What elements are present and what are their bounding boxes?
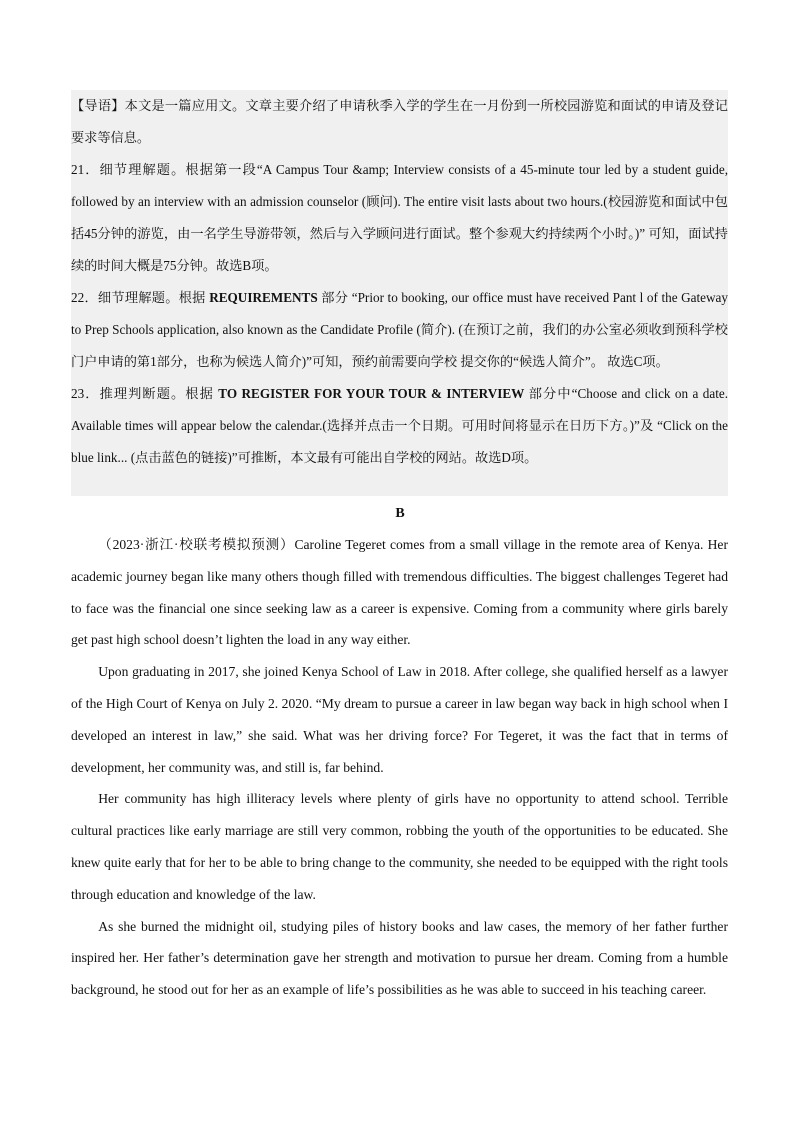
analysis-q21: 21．细节理解题。根据第一段“A Campus Tour &amp; Interview consists of a 45-minute tour led by a student guide, followed by an interview with an admission counselor (顾问). The entire visit lasts about two hours.(校园游览和面试中包括45分钟的游览，由一名学生导游带领，然后与入学顾问进行面试。整个参观大约持续两个小时。)” 可知，面试持续的时间大概是75分钟。故选B项。 <box>71 162 728 273</box>
answer-analysis-box <box>71 90 728 496</box>
q22-prefix: 22．细节理解题。根据 <box>71 290 210 305</box>
passage-paragraph-2: Upon graduating in 2017, she joined Kenya School of Law in 2018. After college, she qualified herself as a lawyer of the High Court of Kenya on July 2. 2020. “My dream to pursue a career in law began way back in high school when I developed an interest in law,” she said. What was her driving force? For Tegeret, it was the fact that in terms of development, her community was, and still is, far behind. <box>71 664 728 775</box>
analysis-intro: 【导语】本文是一篇应用文。文章主要介绍了申请秋季入学的学生在一月份到一所校园游览和面试的申请及登记要求等信息。 <box>71 98 728 145</box>
passage-paragraph-3: Her community has high illiteracy levels where plenty of girls have no opportunity to attend school. Terrible cultural practices like early marriage are still very common, robbing the youth of the opportunities to be educated. She knew quite early that for her to be able to bring change to the community, she needed to be equipped with the right tools through education and knowledge of the law. <box>71 791 728 902</box>
passage-b <box>71 529 728 1006</box>
section-heading: B <box>395 506 405 521</box>
passage-paragraph-1: （2023·浙江·校联考模拟预测）Caroline Tegeret comes from a small village in the remote area of Kenya. Her academic journey began like many others though filled with tremendous difficulties. The biggest challenges Tegeret had to face was the financial one since seeking law as a career is expensive. Coming from a community where girls barely get past high school doesn’t lighten the load in any way either. <box>71 537 728 648</box>
q23-section-name: TO REGISTER FOR YOUR TOUR & INTERVIEW <box>218 386 525 401</box>
q23-body: 部分中“Choose and click on a date. Available times will appear below the calendar.(选择并点击一个日期。可用时间将显示在日历下方。)”及 “Click on the blue link... (点击蓝色的链接)”可推断，本文最有可能出自学校的网站。故选D项。 <box>71 386 729 465</box>
analysis-q23 <box>71 378 728 474</box>
analysis-q22 <box>71 282 728 378</box>
q22-body: 部分 “Prior to booking, our office must have received Pant l of the Gateway to Prep Schools application, also known as the Candidate Profile (简介). (在预订之前，我们的办公室必须收到预科学校门户申请的第1部分，也称为候选人简介)”可知，预约前需要向学校 提交你的“候选人简介”。 故选C项。 <box>71 290 728 369</box>
passage-paragraph-4: As she burned the midnight oil, studying piles of history books and law cases, the memory of her father further inspired her. Her father’s determination gave her strength and motivation to pursue her dream. Coming from a humble background, he stood out for her as an example of life’s possibilities as he was able to succeed in his teaching career. <box>71 918 728 998</box>
q23-prefix: 23．推理判断题。根据 <box>71 386 219 401</box>
q22-section-name: REQUIREMENTS <box>209 290 318 305</box>
